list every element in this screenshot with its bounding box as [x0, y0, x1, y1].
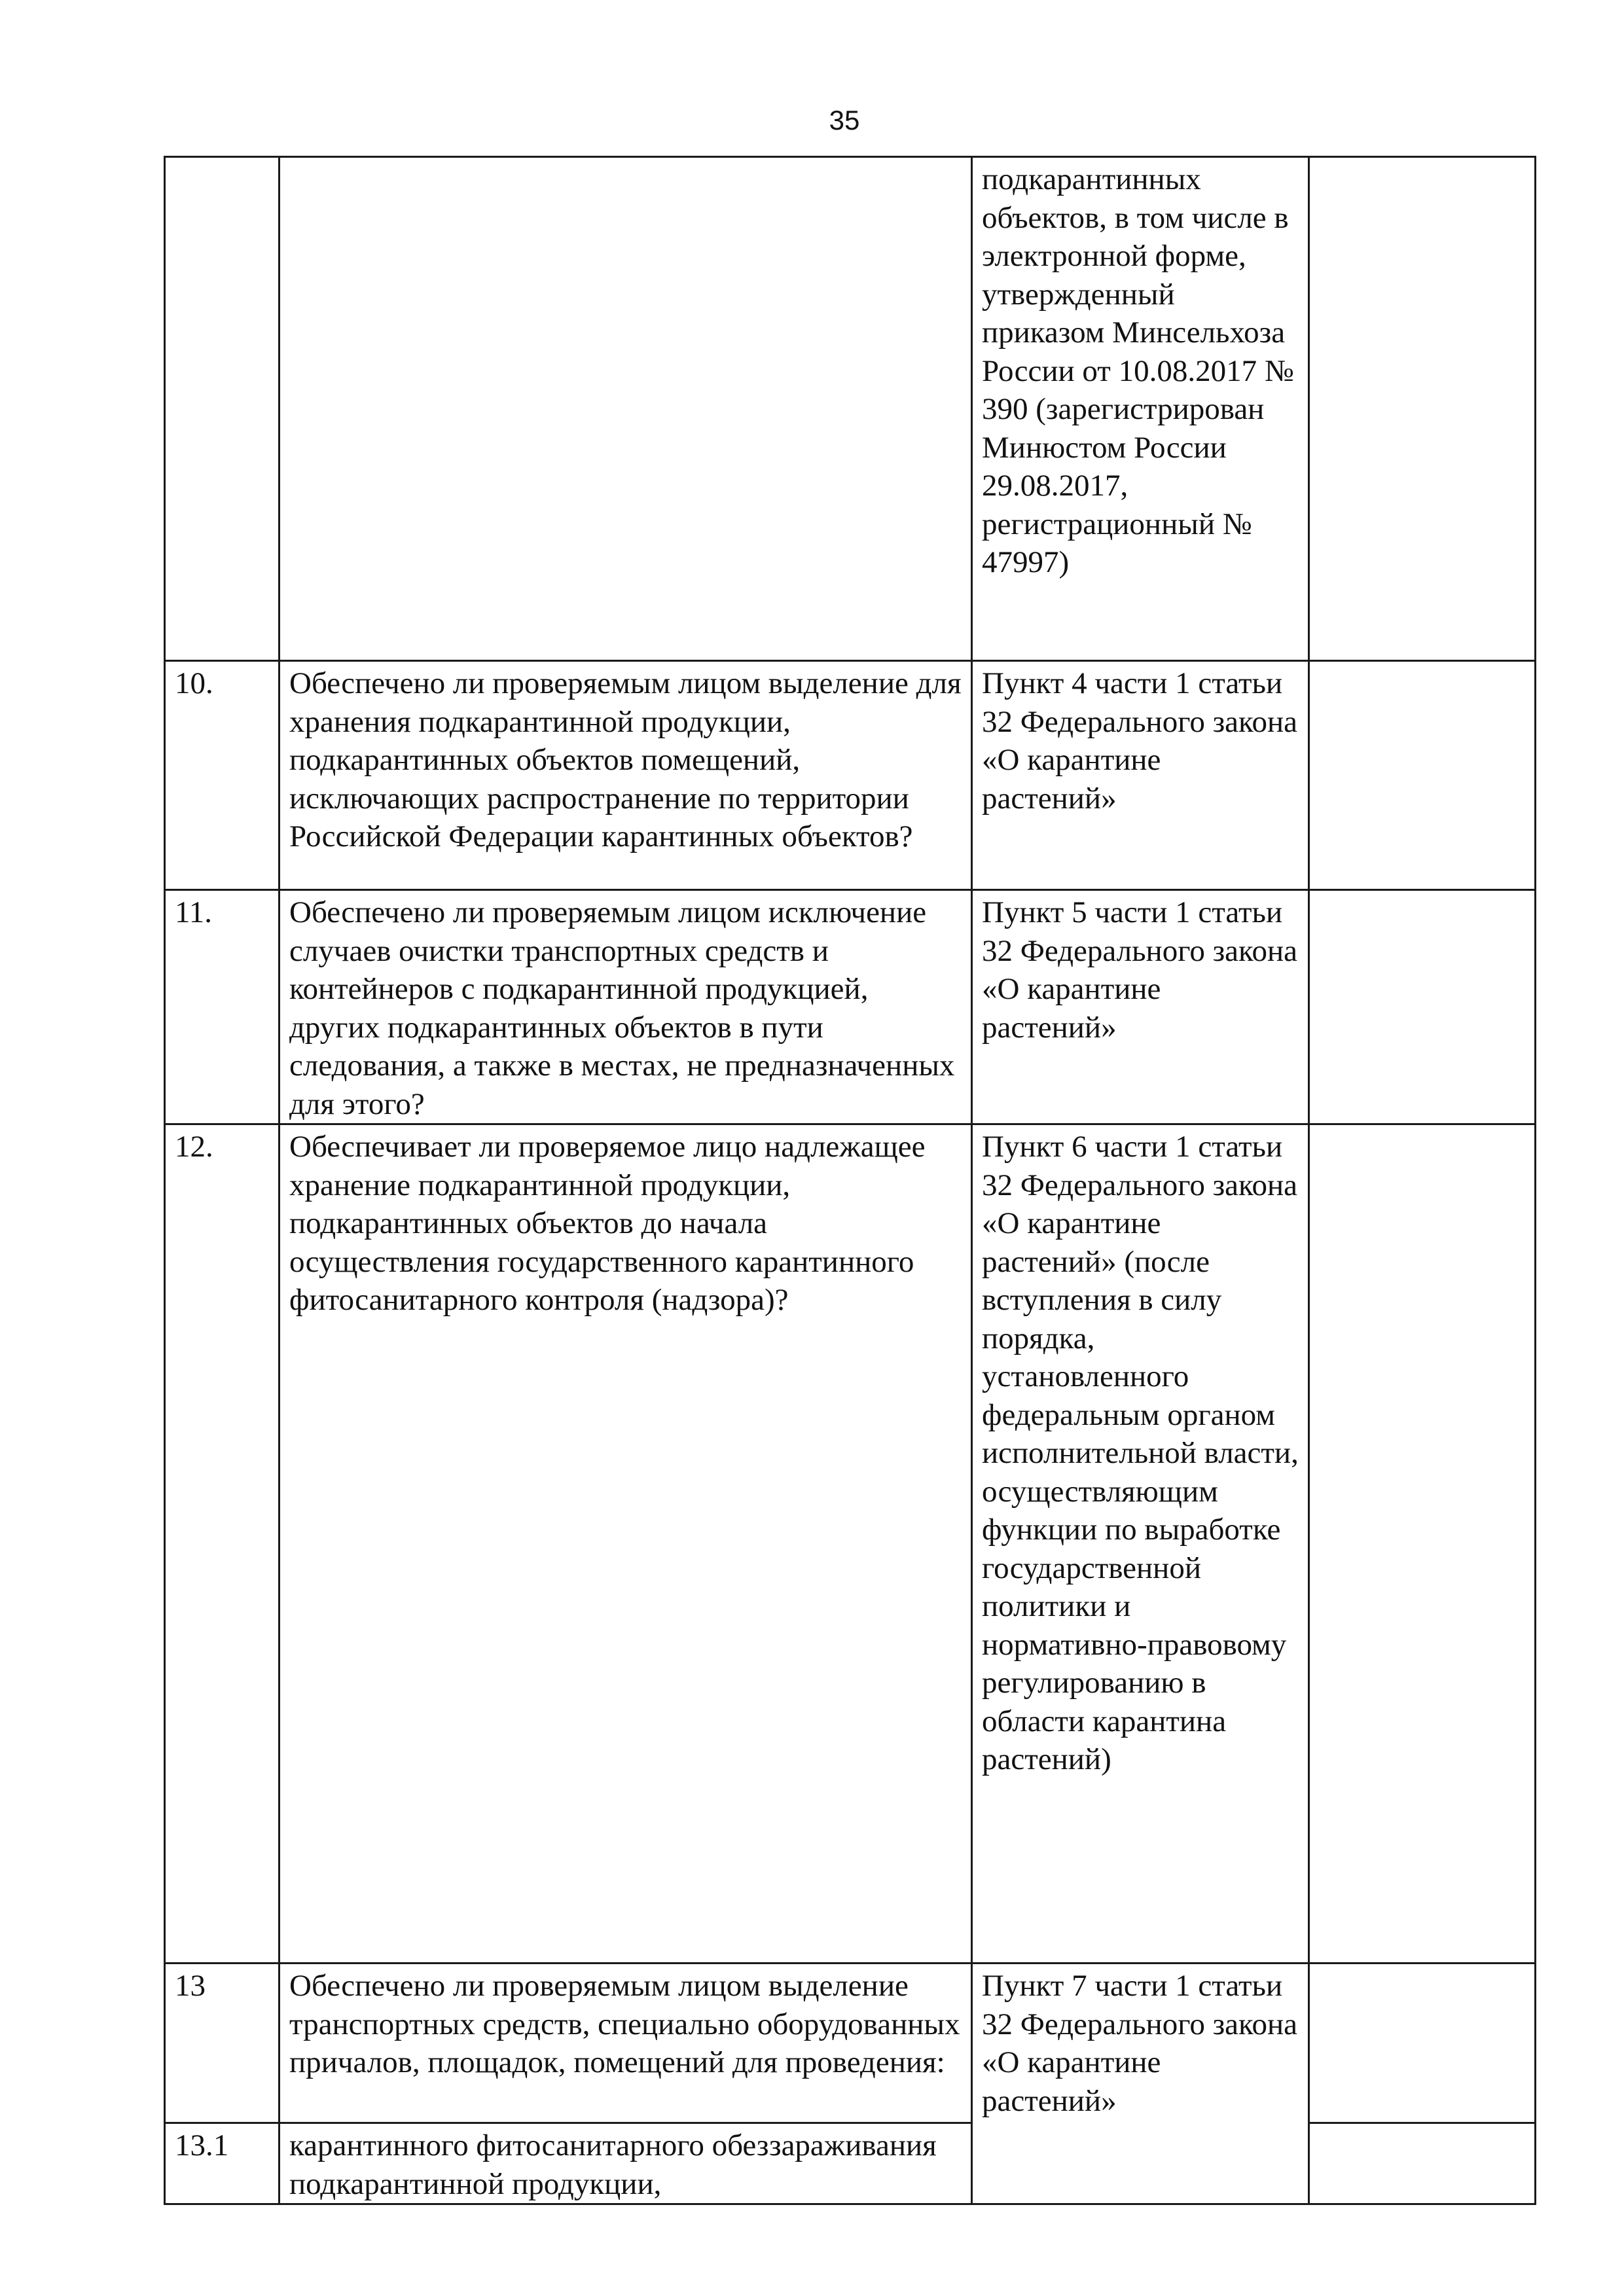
- row-question: Обеспечивает ли проверяемое лицо надлежащее хранение подкарантинной продукции, подкарантинных объектов до начала осуществления государственного карантинного фитосанитарного контроля (надзора)?: [280, 1124, 972, 1964]
- row-note: [1309, 661, 1536, 890]
- row-number: [165, 157, 280, 661]
- checklist-table: [164, 156, 1536, 2205]
- table-row: [165, 890, 1536, 1124]
- row-reference: Пункт 6 части 1 статьи 32 Федерального закона «О карантине растений» (после вступления в силу порядка, установленного федеральным органом исполнительной власти, осуществляющим функции по выработке государственной политики и нормативно-правовому регулированию в области карантина растений): [972, 1124, 1309, 1964]
- row-question: Обеспечено ли проверяемым лицом выделение для хранения подкарантинной продукции, подкарантинных объектов помещений, исключающих распространение по территории Российской Федерации карантинных объектов?: [280, 661, 972, 890]
- row-note: [1309, 1964, 1536, 2123]
- page-number: 35: [829, 105, 860, 135]
- row-question: карантинного фитосанитарного обеззараживания подкарантинной продукции,: [280, 2123, 972, 2204]
- row-question: Обеспечено ли проверяемым лицом выделение транспортных средств, специально оборудованных причалов, площадок, помещений для проведения:: [280, 1964, 972, 2123]
- row-reference: подкарантинных объектов, в том числе в электронной форме, утвержденный приказом Минсельхоза России от 10.08.2017 № 390 (зарегистрирован Минюстом России 29.08.2017, регистрационный № 47997): [972, 157, 1309, 661]
- row-note: [1309, 2123, 1536, 2204]
- row-number: 13.1: [165, 2123, 280, 2204]
- row-note: [1309, 1124, 1536, 1964]
- table-row: [165, 2123, 1536, 2204]
- row-number: 10.: [165, 661, 280, 890]
- table-row: [165, 1124, 1536, 1964]
- row-question: Обеспечено ли проверяемым лицом исключение случаев очистки транспортных средств и контейнеров с подкарантинной продукцией, других подкарантинных объектов в пути следования, а также в местах, не предназначенных для этого?: [280, 890, 972, 1124]
- row-note: [1309, 890, 1536, 1124]
- row-note: [1309, 157, 1536, 661]
- row-number: 13: [165, 1964, 280, 2123]
- row-number: 12.: [165, 1124, 280, 1964]
- row-reference: Пункт 4 части 1 статьи 32 Федерального закона «О карантине растений»: [972, 661, 1309, 890]
- row-reference: Пункт 5 части 1 статьи 32 Федерального закона «О карантине растений»: [972, 890, 1309, 1124]
- table-row: [165, 1964, 1536, 2123]
- row-reference: Пункт 7 части 1 статьи 32 Федерального закона «О карантине растений»: [972, 1964, 1309, 2204]
- table-row: [165, 157, 1536, 661]
- table-row: [165, 661, 1536, 890]
- row-question: [280, 157, 972, 661]
- row-number: 11.: [165, 890, 280, 1124]
